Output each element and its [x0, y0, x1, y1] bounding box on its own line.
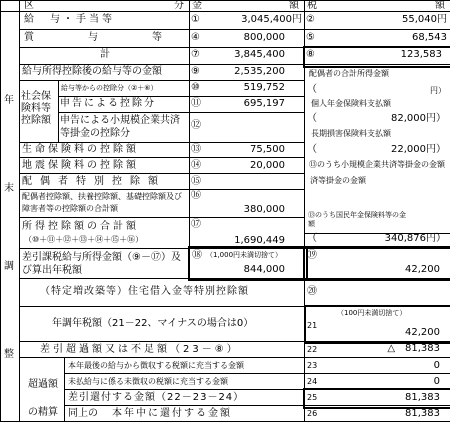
long-term-care-label: 長期損害保険料支払額: [311, 129, 391, 138]
calculated-tax-num: ⑲: [307, 250, 317, 261]
small-business-num: ⑫: [191, 120, 201, 131]
annual-tax-num: 21: [307, 321, 318, 330]
excess-label: 超過額: [28, 379, 58, 390]
pension-open: （: [307, 113, 317, 124]
unpaid-salary-offset-amount: 0: [433, 376, 440, 387]
annual-tax: 42,200: [405, 327, 440, 338]
social-insurance-label: 社会保険料等控除額: [21, 91, 51, 126]
difference-amount: △ 81,383: [387, 343, 440, 354]
bonus-num: ④: [191, 32, 200, 43]
after-deduction-num: ⑨: [191, 66, 200, 77]
spouse-income-label: 配偶者の合計所得金額: [309, 69, 389, 78]
difference-num: 22: [307, 345, 318, 354]
taxable-income-label: 差引課税給与所得金額（⑨－⑰）及び算出年税額: [22, 252, 181, 276]
header-category-end: 分: [174, 0, 184, 11]
bonus-tax-num: ⑤: [306, 32, 315, 43]
pension-amount: 82,000円）: [391, 113, 446, 124]
life-insurance-num: ⑬: [191, 144, 201, 155]
earthquake-amount: 20,000: [250, 160, 285, 171]
salary-label: 給 与・手当等: [24, 14, 115, 25]
total-amount: 3,845,400: [234, 49, 285, 60]
side-adjust: 調: [4, 261, 14, 272]
unpaid-salary-offset-label: 未払給与に係る未徴収の税額に充当する金額: [68, 377, 228, 386]
spouse-income-unit: 円）: [430, 86, 446, 95]
bonus-label: 賞 与 等: [24, 32, 184, 43]
pension-label: 個人年金保険料支払額: [311, 99, 391, 108]
housing-loan-label: （特定増改築等）住宅借入金等特別控除額: [40, 286, 249, 297]
small-business-label: 申告による小規模企業共済等掛金の控除分: [60, 115, 180, 139]
earthquake-label: 地震保険料の控除額: [22, 160, 139, 171]
unpaid-salary-offset-num: 24: [307, 377, 318, 386]
deduction-total-num: ⑰: [191, 219, 201, 230]
total-label: 計: [100, 49, 110, 60]
header-amount: 金: [192, 0, 202, 11]
salary-amount: 3,045,400円: [241, 14, 302, 25]
long-term-care-amount: 22,000円）: [391, 144, 446, 155]
final-salary-offset-amount: 0: [433, 360, 440, 371]
declared-num: ⑪: [191, 98, 201, 109]
taxable-income-amount: 844,000: [243, 264, 285, 275]
this-year-refund-label: 本年中に還付する金額: [112, 408, 232, 419]
bonus-amount: 800,000: [243, 32, 285, 43]
withheld-amount: 519,752: [243, 82, 285, 93]
small-business-mutual-label-2: 済等掛金の金額: [310, 176, 366, 185]
basic-deduction-num: ⑯: [191, 190, 201, 201]
refund-label: 差引還付する金額（22－23－24）: [68, 392, 245, 403]
declared-label: 申告による控除分: [60, 98, 156, 109]
side-year: 年: [4, 95, 14, 106]
spouse-special-num: ⑮: [191, 176, 201, 187]
header-tax-end: 額: [435, 0, 445, 11]
taxable-income-note: （1,000円未満切捨て）: [206, 251, 283, 259]
national-pension-open: （: [307, 233, 317, 244]
calculated-tax: 42,200: [405, 264, 440, 275]
deduction-total-formula: （⑩＋⑪＋⑫＋⑬＋⑭＋⑮＋⑯）: [24, 235, 144, 244]
final-salary-offset-num: 23: [307, 361, 318, 370]
refund-num: 25: [307, 393, 318, 402]
total-num: ⑦: [191, 49, 200, 60]
settlement-label: の精算: [28, 407, 58, 418]
withheld-label: 給与等からの控除分（②＋⑥）: [61, 84, 158, 92]
salary-num: ①: [191, 14, 200, 25]
housing-loan-num: ⑳: [307, 286, 317, 297]
basic-deduction-label: 配偶者控除額、扶養控除額、基礎控除額及び障害者等の控除額の合計額: [22, 192, 182, 213]
basic-deduction-amount: 380,000: [243, 204, 285, 215]
after-deduction-label: 給与所得控除後の給与等の金額: [22, 66, 162, 77]
header-amount-end: 額: [289, 0, 299, 11]
life-insurance-amount: 75,500: [250, 144, 285, 155]
side-end: 末: [4, 183, 14, 194]
side-settle: 整: [4, 349, 14, 360]
this-year-refund-num: 26: [307, 409, 318, 418]
this-year-refund-prefix: 同上の: [68, 408, 98, 419]
total-tax-num: ⑧: [306, 49, 315, 60]
national-pension-amount: 340,876円）: [384, 233, 446, 244]
deduction-total-amount: 1,690,449: [234, 235, 285, 246]
header-category: 区: [24, 0, 34, 11]
difference-label: 差引超過額又は不足額（23－⑧）: [40, 344, 240, 355]
deduction-total-label: 所得控除額の合計額: [22, 221, 139, 232]
life-insurance-label: 生命保険料の控除額: [22, 144, 139, 155]
this-year-refund-amount: 81,383: [405, 408, 440, 419]
annual-tax-label: 年調年税額（21－22、マイナスの場合は0）: [52, 318, 254, 329]
bonus-tax: 68,543: [412, 32, 447, 43]
total-tax: 123,583: [400, 49, 442, 60]
after-deduction-amount: 2,535,200: [234, 66, 285, 77]
taxable-income-num: ⑱: [192, 250, 202, 261]
small-business-mutual-label: ⑬のうち小規模企業共済等掛金の金額: [309, 160, 445, 169]
national-pension-label: ⑬のうち国民年金保険料等の金額: [308, 211, 406, 228]
final-salary-offset-label: 本年最後の給与から徴収する税額に充当する金額: [68, 361, 244, 370]
refund-amount: 81,383: [405, 392, 440, 403]
earthquake-num: ⑭: [191, 160, 201, 171]
header-tax: 税: [307, 0, 317, 11]
declared-amount: 695,197: [243, 98, 285, 109]
salary-tax: 55,040円: [402, 14, 447, 25]
salary-tax-num: ②: [306, 14, 315, 25]
spouse-special-label: 配偶者特別控除額: [22, 176, 166, 187]
withheld-num: ⑩: [191, 82, 200, 93]
spouse-income-open: （: [307, 84, 317, 95]
annual-tax-note: （100円未満切捨て）: [337, 309, 407, 317]
long-term-care-open: （: [307, 144, 317, 155]
